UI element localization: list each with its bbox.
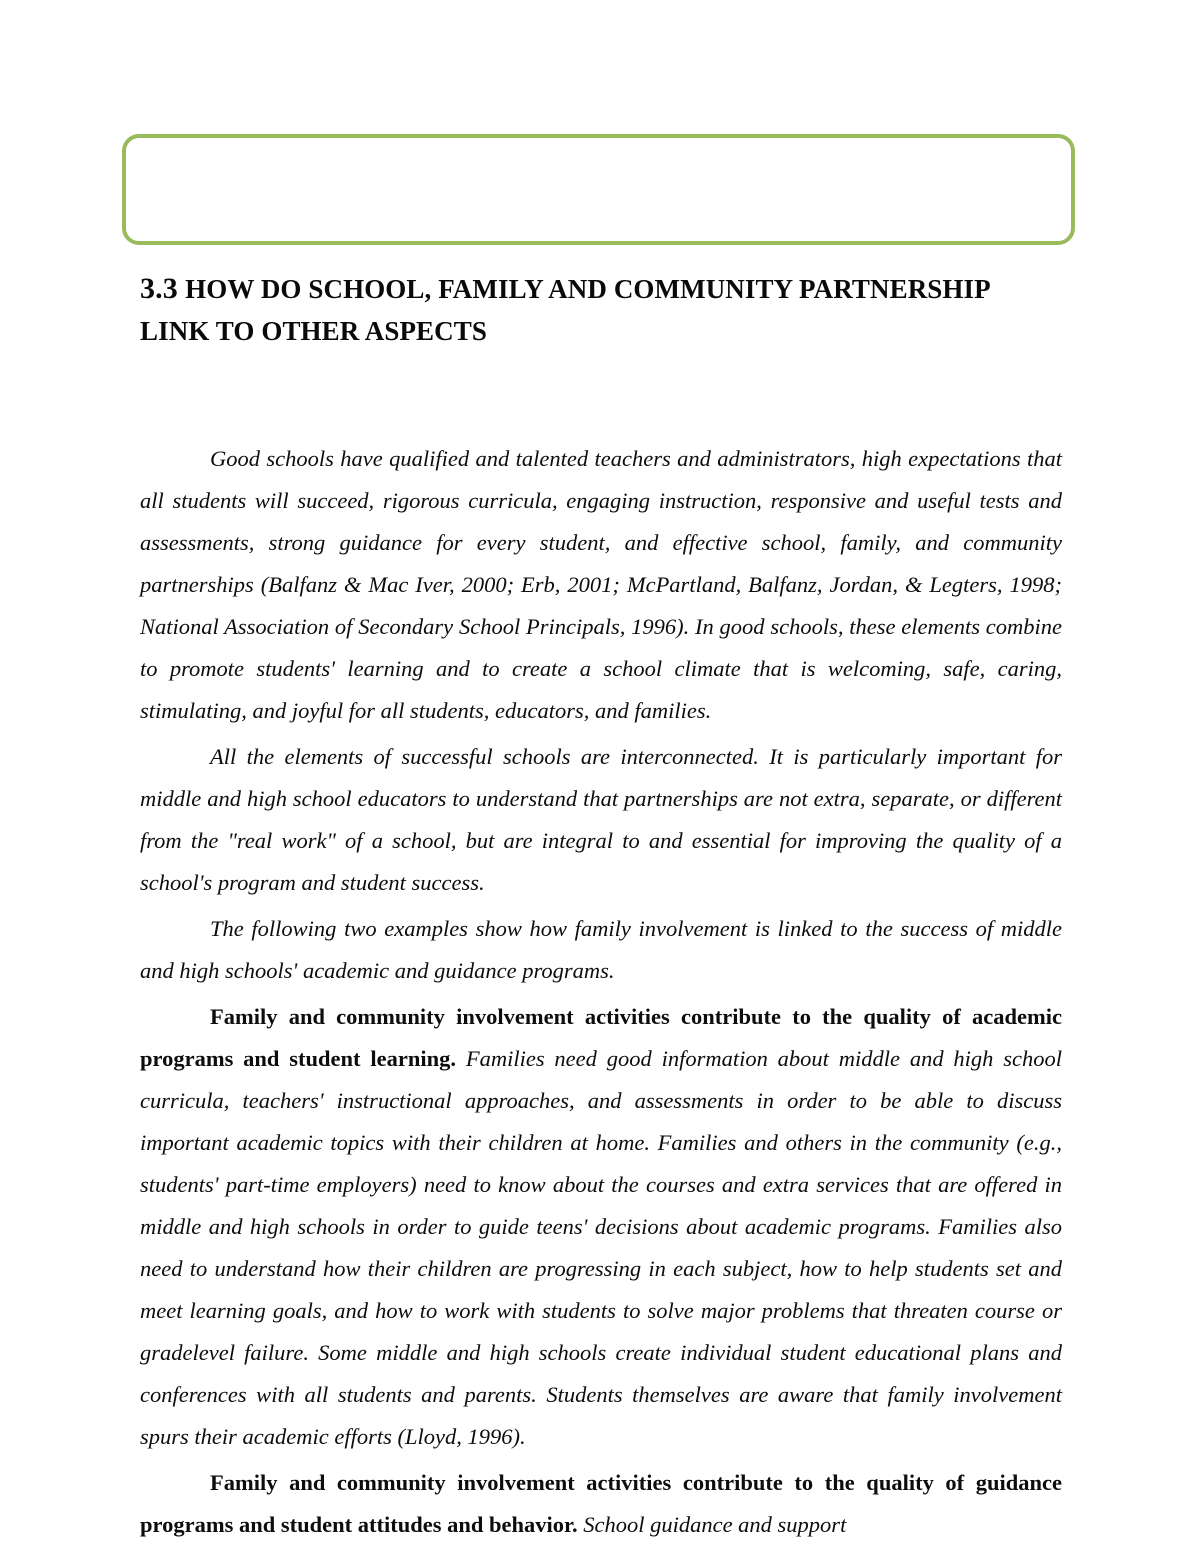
paragraph-2: All the elements of successful schools are interconnected. It is particularly important for middle and high school educators to understand that partnerships are not extra, separate, or different from the "real work" of a school, but are integral to and essential for improving the quality of a school's program and student success. [140, 743, 1062, 895]
paragraph-4-lead-in: Family and community involvement activities contribute to the quality of academic programs and student learning. [140, 1003, 1062, 1071]
body-text [140, 438, 1062, 1546]
paragraph-5 [140, 1462, 1062, 1546]
section-number: 3.3 [140, 272, 178, 305]
paragraph-1: Good schools have qualified and talented teachers and administrators, high expectations that all students will succeed, rigorous curricula, engaging instruction, responsive and useful tests and assessments, strong guidance for every student, and effective school, family, and community partnerships (Balfanz & Mac Iver, 2000; Erb, 2001; McPartland, Balfanz, Jordan, & Legters, 1998; National Association of Secondary School Principals, 1996). In good schools, these elements combine to promote students' learning and to create a school climate that is welcoming, safe, caring, stimulating, and joyful for all students, educators, and families. [140, 445, 1062, 723]
paragraph-5-body: School guidance and support [577, 1511, 847, 1537]
paragraph-4-body: Families need good information about middle and high school curricula, teachers' instructional approaches, and assessments in order to be able to discuss important academic topics with their children at home. Families and others in the community (e.g., students' part-time employers) need to know about the courses and extra services that are offered in middle and high schools in order to guide teens' decisions about academic programs. Families also need to understand how their children are progressing in each subject, how to help students set and meet learning goals, and how to work with students to solve major problems that threaten course or gradelevel failure. Some middle and high schools create individual student educational plans and conferences with all students and parents. Students themselves are aware that family involvement spurs their academic efforts (Lloyd, 1996). [140, 1045, 1062, 1449]
page-content [140, 268, 1062, 1546]
section-title-text: HOW DO SCHOOL, FAMILY AND COMMUNITY PARTNERSHIP LINK TO OTHER ASPECTS [140, 274, 990, 346]
paragraph-3: The following two examples show how family involvement is linked to the success of middle and high schools' academic and guidance programs. [140, 915, 1062, 983]
page-title [140, 268, 1062, 352]
header-callout-box [122, 134, 1075, 245]
paragraph-5-lead-in: Family and community involvement activities contribute to the quality of guidance programs and student attitudes and behavior. [140, 1469, 1062, 1537]
paragraph-4 [140, 996, 1062, 1458]
